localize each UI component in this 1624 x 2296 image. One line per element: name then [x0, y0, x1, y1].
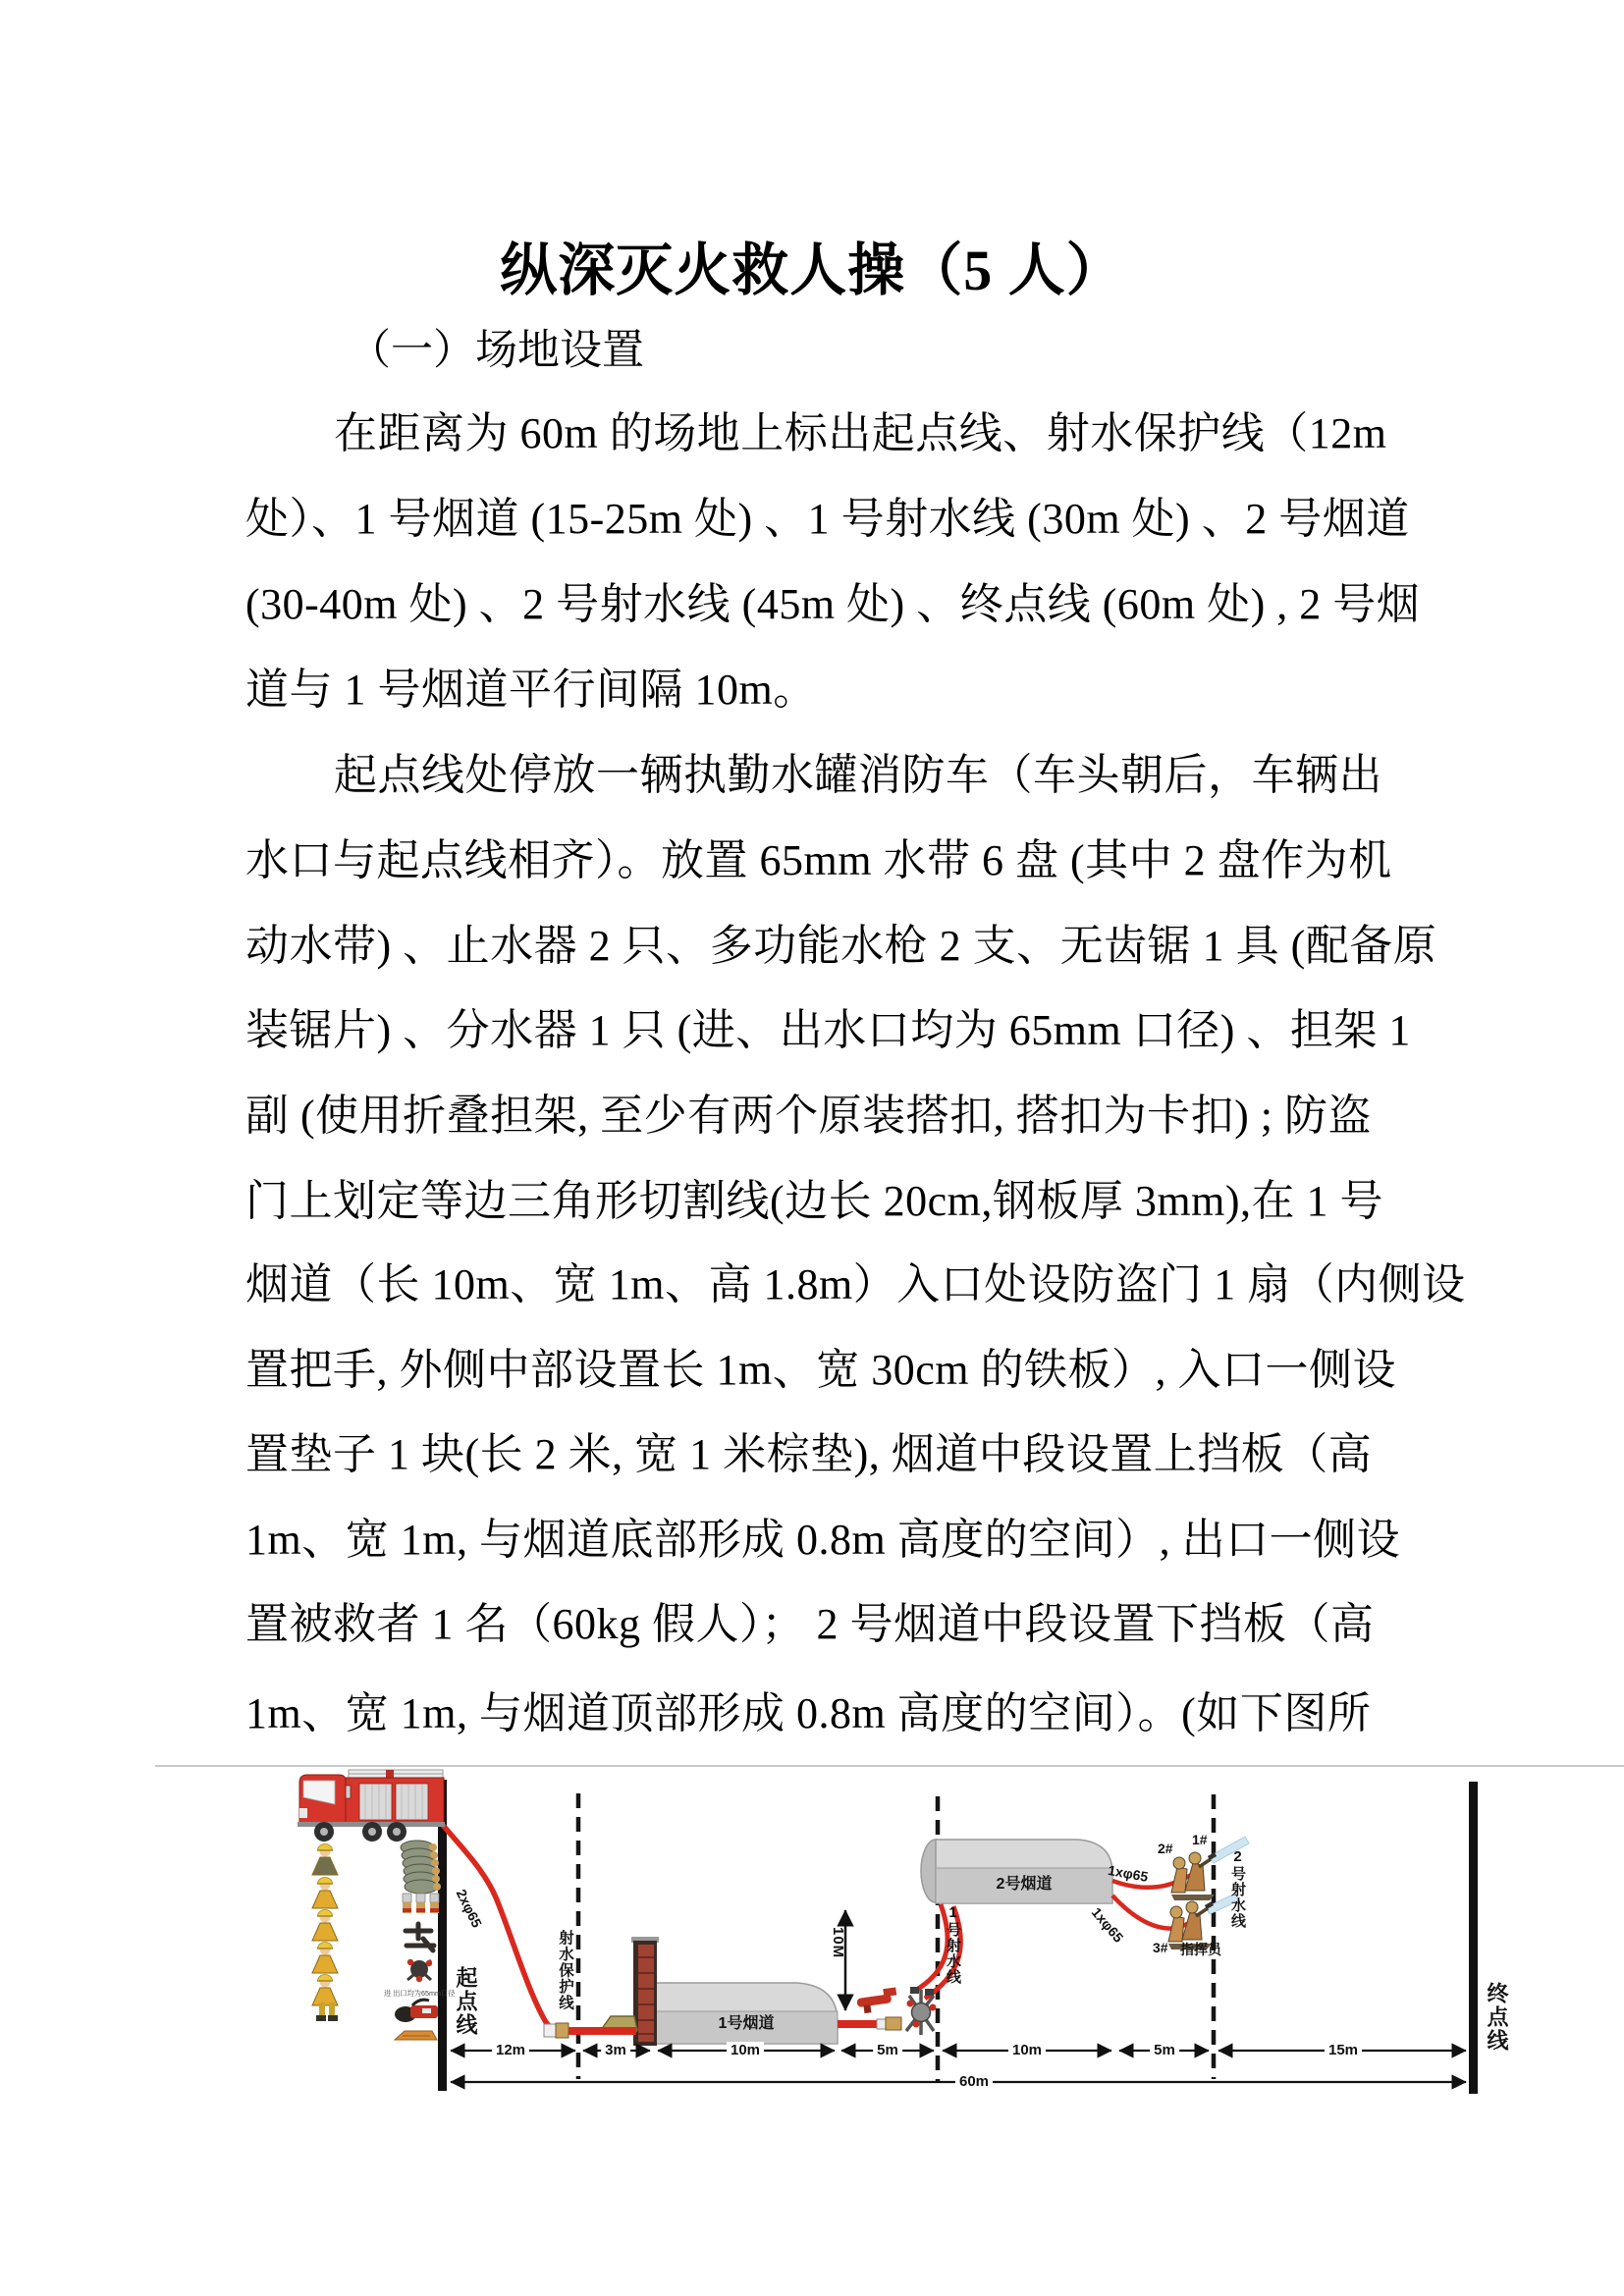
firefighter-2-label: 2# [1158, 1841, 1173, 1856]
body-line: 处）、1 号烟道 (15-25m 处) 、1 号射水线 (30m 处) 、2 号烟道 [245, 495, 1410, 543]
truck-hose-label: 2xφ65 [453, 1887, 486, 1931]
water-line-1-label: 1号射水线 [945, 1904, 961, 1985]
finish-line [1469, 1782, 1478, 2094]
nozzles-icon [403, 1894, 439, 1913]
commander-figure-icon [312, 1844, 338, 1876]
start-line-label: 起点线 [454, 1966, 478, 2037]
distance-label-5m: 5m [873, 2042, 902, 2058]
field-setup-diagram [0, 1747, 1624, 2169]
mat-item-icon [395, 2031, 437, 2040]
page-title: 纵深灭火救人操（5 人） [500, 239, 1124, 302]
section-heading: （一）场地设置 [349, 328, 644, 374]
finish-line-label: 终点线 [1485, 1982, 1509, 2053]
body-line: 装锯片) 、分水器 1 只 (进、出水口均为 65mm 口径) 、担架 1 [245, 1006, 1411, 1054]
water-line-2-label: 2号射水线 [1229, 1848, 1246, 1929]
hose-coils-icon [401, 1841, 441, 1894]
body-line: 置被救者 1 名（60kg 假人）； 2 号烟道中段设置下挡板（高 [245, 1600, 1375, 1648]
hose-coupling-icon [877, 2017, 901, 2030]
body-line: 在距离为 60m 的场地上标出起点线、射水保护线（12m [334, 409, 1387, 457]
distance-label-3m: 3m [601, 2042, 630, 2058]
firefighter-column-icon [0, 1747, 338, 2021]
body-line: 道与 1 号烟道平行间隔 10m。 [245, 666, 817, 714]
body-line: 1m、宽 1m, 与烟道底部形成 0.8m 高度的空间）, 出口一侧设 [245, 1516, 1401, 1564]
divider-item-icon [407, 1959, 432, 1982]
distance-label-10m-2: 10m [1008, 2042, 1046, 2058]
body-line: 副 (使用折叠担架, 至少有两个原装搭扣, 搭扣为卡扣) ; 防盗 [245, 1092, 1373, 1140]
splitter-note-label: 进 出口均为65mm口径 [384, 1989, 456, 1998]
distance-label-10m: 10m [727, 2042, 764, 2058]
cutoff-saw-icon [395, 2000, 438, 2022]
shutoff-valve-icon [544, 2023, 568, 2038]
body-line: 门上划定等边三角形切割线(边长 20cm,钢板厚 3mm),在 1 号 [245, 1177, 1384, 1225]
fire-truck-icon [298, 1770, 445, 1842]
hose-upper-label: 1xφ65 [1107, 1862, 1150, 1885]
body-line: 起点线处停放一辆执勤水罐消防车（车头朝后，车辆出 [334, 751, 1382, 799]
body-line: 置把手, 外侧中部设置长 1m、宽 30cm 的铁板）, 入口一侧设 [245, 1346, 1396, 1394]
branch-pipe-icon [406, 1924, 434, 1950]
body-line: 1m、宽 1m, 与烟道顶部形成 0.8m 高度的空间）。(如下图所 [245, 1689, 1372, 1737]
distance-label-12m: 12m [492, 2042, 529, 2058]
water-gun-icon [856, 1987, 899, 2013]
body-line: 动水带) 、止水器 2 只、多功能水枪 2 支、无齿锯 1 具 (配备原 [245, 922, 1437, 970]
commander-label: 指挥员 [1180, 1942, 1221, 1957]
firefighter-1-label: 1# [1192, 1832, 1208, 1847]
distance-label-15m: 15m [1325, 2042, 1362, 2058]
water-protect-line-label: 射水保护线 [557, 1930, 573, 2011]
body-line: 烟道（长 10m、宽 1m、高 1.8m）入口处设防盗门 1 扇（内侧设 [245, 1260, 1466, 1308]
body-line: 置垫子 1 块(长 2 米, 宽 1 米棕垫), 烟道中段设置上挡板（高 [245, 1430, 1373, 1478]
body-line: 水口与起点线相齐）。放置 65mm 水带 6 盘 (其中 2 盘作为机 [245, 836, 1392, 884]
total-distance-label: 60m [955, 2073, 993, 2090]
tunnel-gap-label: 10M [830, 1927, 846, 1959]
water-splitter-icon [906, 1987, 937, 2035]
hose-lower-label: 1xφ65 [1088, 1904, 1127, 1946]
body-line: (30-40m 处) 、2 号射水线 (45m 处) 、终点线 (60m 处) , 2 号烟 [245, 580, 1421, 628]
distance-label-5m-2: 5m [1150, 2042, 1179, 2058]
tunnel-2-label: 2号烟道 [996, 1876, 1053, 1893]
tunnel-1-label: 1号烟道 [718, 2015, 775, 2032]
firefighter-3-label: 3# [1153, 1940, 1168, 1955]
